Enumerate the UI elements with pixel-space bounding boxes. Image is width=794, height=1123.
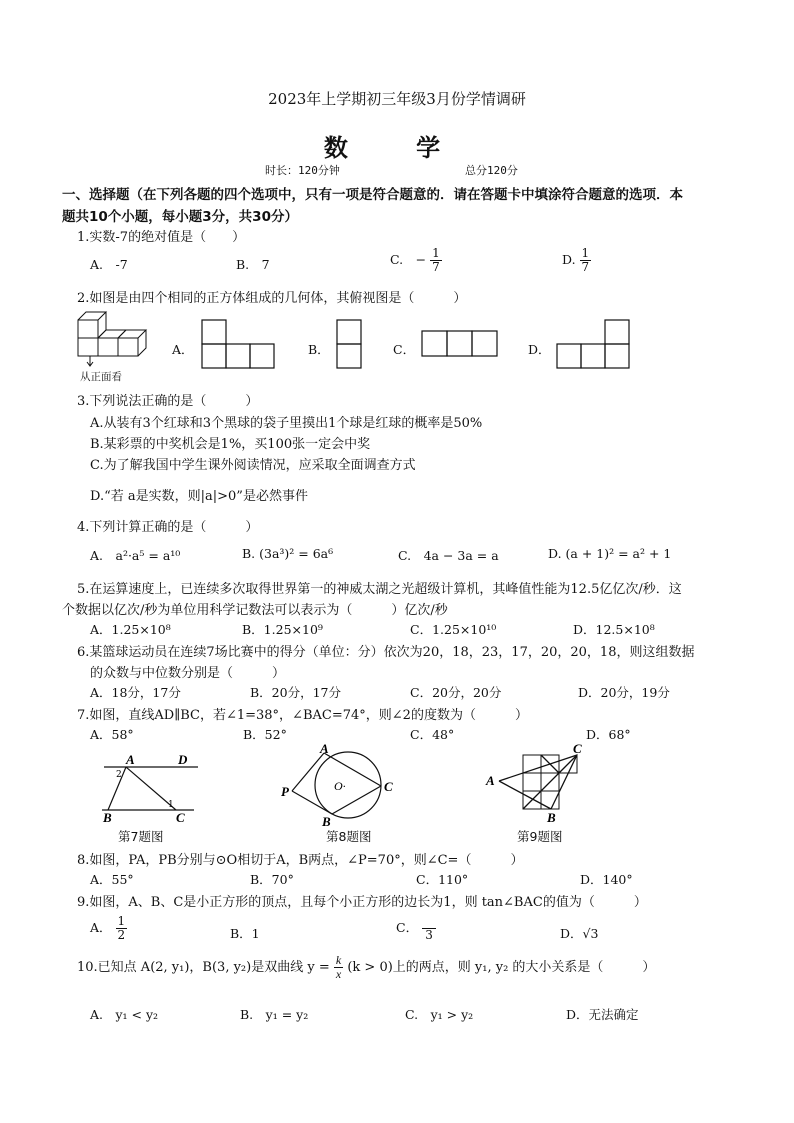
q9-option-a-prefix: A． bbox=[90, 920, 112, 935]
fig8-label-o: O· bbox=[334, 779, 346, 793]
fig7-label-b: B bbox=[103, 810, 112, 825]
q7-stem: 7.如图，直线AD∥BC，若∠1=38°，∠BAC=74°，则∠2的度数为（ ） bbox=[77, 708, 528, 723]
q1-option-d bbox=[562, 247, 591, 274]
q7-option-b: B．52° bbox=[243, 727, 287, 742]
q9-option-a bbox=[90, 915, 127, 942]
q7-option-a: A．58° bbox=[90, 727, 134, 742]
q10-fraction bbox=[334, 954, 343, 981]
q3-option-c: C.为了解我国中学生课外阅读情况，应采取全面调查方式 bbox=[90, 458, 416, 473]
q1-option-d-fraction bbox=[580, 247, 592, 274]
q4-option-d: D. (a + 1)² = a² + 1 bbox=[548, 546, 672, 561]
q9-option-c bbox=[396, 915, 436, 942]
fig8-label-a: A bbox=[320, 741, 329, 756]
q2-option-d: D． bbox=[528, 342, 551, 357]
q10-stem bbox=[77, 954, 655, 981]
q2-view-label: 从正面看 bbox=[80, 371, 122, 383]
q10-option-b: B. y₁ = y₂ bbox=[240, 1007, 309, 1022]
q6-option-c: C．20分，20分 bbox=[410, 685, 502, 700]
q7-option-d: D．68° bbox=[586, 727, 631, 742]
q9-stem: 9.如图，A、B、C是小正方形的顶点，且每个小正方形的边长为1，则 tan∠BAC的值为（ ） bbox=[77, 895, 647, 910]
q2-option-c-figure bbox=[421, 330, 499, 358]
q1-c-numerator: 1 bbox=[432, 246, 440, 260]
q2-option-d-figure bbox=[556, 319, 632, 371]
fig9-label-b: B bbox=[547, 810, 556, 825]
q1-d-denominator: 7 bbox=[581, 260, 590, 274]
q6-line2: 的众数与中位数分别是（ ） bbox=[90, 666, 286, 681]
exam-title: 2023年上学期初三年级3月份学情调研 bbox=[268, 90, 526, 108]
figure-8-diagram bbox=[280, 743, 400, 828]
q5-line1: 5.在运算速度上，已连续多次取得世界第一的神威太湖之光超级计算机，其峰值性能为12.5亿亿次/秒．这 bbox=[77, 582, 682, 597]
fig7-label-a: A bbox=[126, 752, 135, 767]
q5-option-d: D．12.5×10⁸ bbox=[573, 622, 655, 637]
fig7-label-d: D bbox=[178, 752, 188, 767]
fig9-label-c: C bbox=[573, 741, 582, 756]
figure-9-diagram bbox=[485, 741, 595, 825]
q6-option-b: B．20分，17分 bbox=[250, 685, 341, 700]
q2-option-c: C． bbox=[393, 342, 416, 357]
figure-7-caption: 第7题图 bbox=[118, 829, 164, 844]
q2-option-b: B． bbox=[308, 342, 330, 357]
fig7-angle-1: 1 bbox=[168, 800, 174, 810]
q2-solid-figure bbox=[76, 308, 156, 366]
q10-option-c: C. y₁ > y₂ bbox=[405, 1007, 474, 1022]
fig8-label-c: C bbox=[384, 779, 393, 794]
fig7-angle-2: 2 bbox=[116, 770, 122, 780]
q4-option-c: C. 4a − 3a = a bbox=[398, 548, 499, 563]
q3-stem: 3.下列说法正确的是（ ） bbox=[77, 394, 259, 409]
section-instructions-line1: 一、选择题（在下列各题的四个选项中，只有一项是符合题意的．请在答题卡中填涂符合题意的选项．本 bbox=[62, 187, 683, 203]
q3-option-d: D.“若 a是实数，则|a|>0”是必然事件 bbox=[90, 489, 308, 504]
q1-option-d-prefix: D. bbox=[562, 252, 576, 267]
section-instructions-line2: 题共10个小题，每小题3分，共30分） bbox=[62, 209, 298, 225]
q1-c-denominator: 7 bbox=[432, 260, 440, 274]
q1-option-c-fraction bbox=[430, 247, 442, 274]
figure-8-caption: 第8题图 bbox=[326, 829, 372, 844]
q2-option-b-figure bbox=[336, 319, 364, 371]
figure-9-caption: 第9题图 bbox=[517, 829, 563, 844]
q10-denominator: x bbox=[335, 967, 342, 981]
q9-option-a-fraction bbox=[116, 915, 128, 942]
fig9-label-a: A bbox=[486, 773, 495, 788]
figure-7-diagram bbox=[98, 752, 208, 827]
fig8-label-p: P bbox=[281, 784, 289, 799]
q6-option-a: A．18分，17分 bbox=[90, 685, 181, 700]
q1-option-a: A. -7 bbox=[90, 257, 128, 272]
q10-stem-suffix: (k > 0)上的两点，则 y₁, y₂ 的大小关系是（ ） bbox=[347, 960, 656, 975]
q5-option-c: C．1.25×10¹⁰ bbox=[410, 622, 497, 637]
q1-option-b: B. 7 bbox=[236, 257, 270, 272]
q3-option-a: A.从装有3个红球和3个黑球的袋子里摸出1个球是红球的概率是50% bbox=[90, 416, 483, 431]
q8-option-c: C．110° bbox=[416, 872, 469, 887]
q8-option-a: A．55° bbox=[90, 872, 134, 887]
q8-stem: 8.如图，PA，PB分别与⊙O相切于A，B两点，∠P=70°，则∠C=（ ） bbox=[77, 853, 524, 868]
q10-stem-prefix: 10.已知点 A(2, y₁)，B(3, y₂)是双曲线 y = bbox=[77, 960, 330, 975]
subject-title: 数 学 bbox=[323, 133, 471, 162]
q9-option-b: B．1 bbox=[230, 926, 260, 941]
q3-option-b: B.某彩票的中奖机会是1%，买100张一定会中奖 bbox=[90, 437, 371, 452]
q7-option-c: C．48° bbox=[410, 727, 455, 742]
q2-stem: 2.如图是由四个相同的正方体组成的几何体，其俯视图是（ ） bbox=[77, 291, 467, 306]
q9-option-d: D．√3 bbox=[560, 926, 599, 941]
q9-a-numerator: 1 bbox=[117, 914, 126, 928]
q2-option-a-figure bbox=[201, 319, 277, 371]
q1-option-c-prefix: C. − bbox=[390, 252, 427, 267]
q6-option-d: D．20分，19分 bbox=[578, 685, 670, 700]
total-score-label: 总分120分 bbox=[465, 164, 518, 177]
q4-option-a: A. a²·a⁵ = a¹⁰ bbox=[90, 548, 181, 563]
q1-option-c bbox=[390, 247, 442, 274]
q6-line1: 6.某篮球运动员在连续7场比赛中的得分（单位：分）依次为20，18，23，17，20，20，18，则这组数据 bbox=[77, 645, 695, 660]
q9-option-c-prefix: C． bbox=[396, 920, 419, 935]
q4-option-b: B. (3a³)² = 6a⁶ bbox=[242, 546, 334, 561]
q10-numerator: k bbox=[335, 953, 342, 967]
q8-option-d: D．140° bbox=[580, 872, 633, 887]
q5-line2: 个数据以亿次/秒为单位用科学记数法可以表示为（ ）亿次/秒 bbox=[62, 603, 448, 618]
q9-c-denominator: 3 bbox=[425, 928, 433, 942]
q9-a-denominator: 2 bbox=[117, 928, 126, 942]
q10-option-a: A. y₁ < y₂ bbox=[90, 1007, 159, 1022]
q5-option-b: B．1.25×10⁹ bbox=[242, 622, 323, 637]
q2-option-a: A． bbox=[172, 342, 194, 357]
q10-option-d: D．无法确定 bbox=[566, 1007, 639, 1022]
q5-option-a: A．1.25×10⁸ bbox=[90, 622, 171, 637]
fig7-label-c: C bbox=[176, 810, 185, 825]
q9-option-c-fraction bbox=[422, 915, 436, 942]
q1-stem: 1.实数-7的绝对值是（ ） bbox=[77, 230, 246, 245]
fig8-label-b: B bbox=[322, 814, 331, 829]
duration-label: 时长：120分钟 bbox=[265, 164, 340, 177]
q4-stem: 4.下列计算正确的是（ ） bbox=[77, 520, 259, 535]
q8-option-b: B．70° bbox=[250, 872, 294, 887]
q1-d-numerator: 1 bbox=[581, 246, 590, 260]
